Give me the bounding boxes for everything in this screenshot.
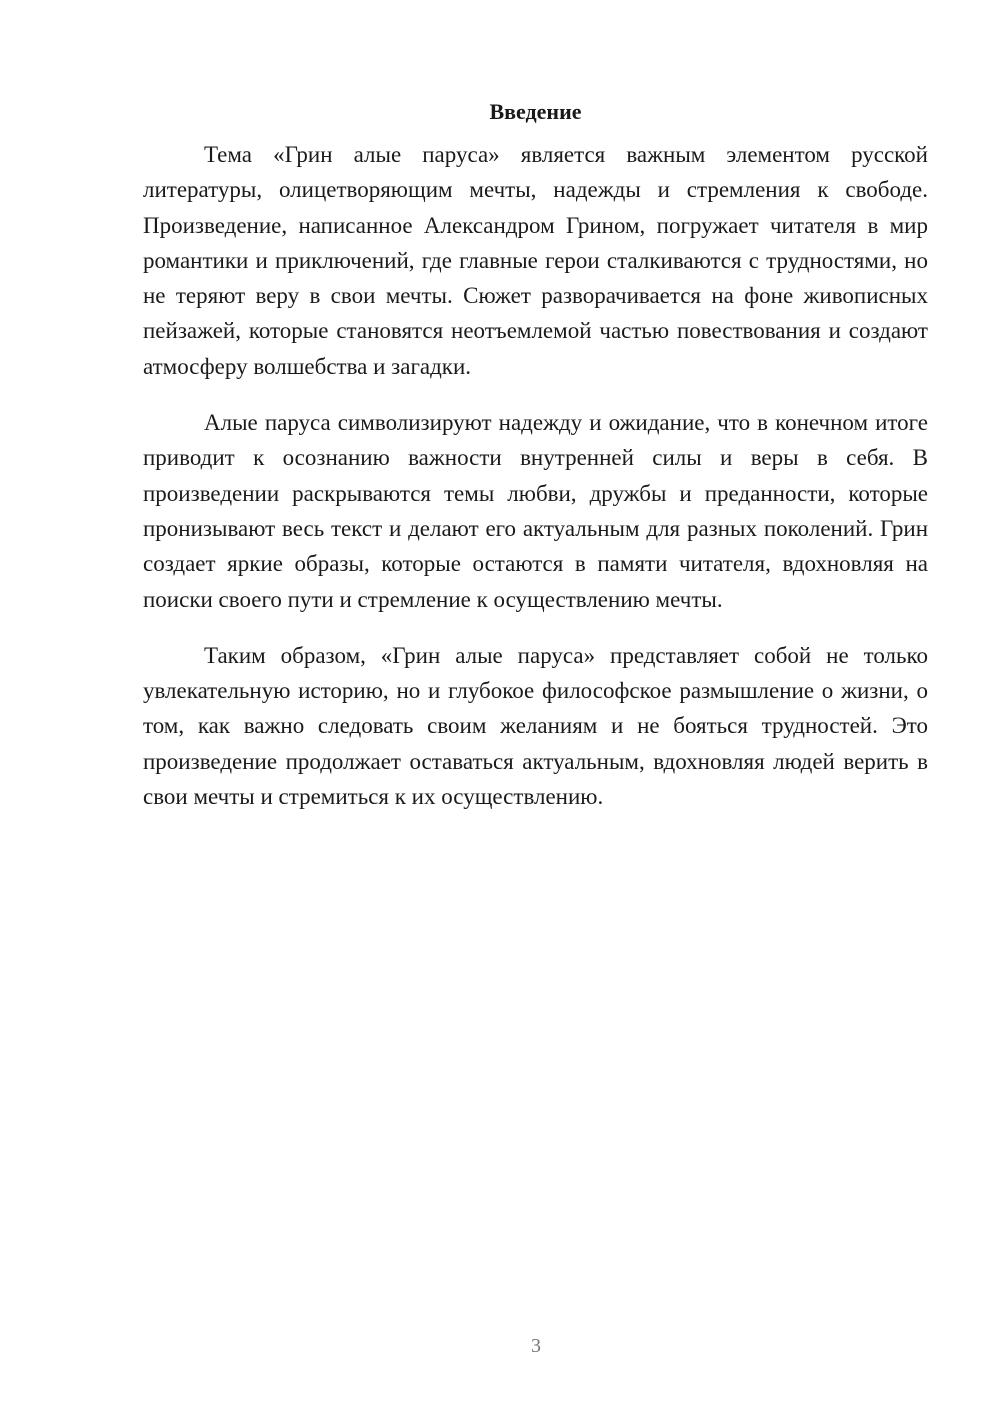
paragraph-1: Тема «Грин алые паруса» является важным элементом русской литературы, олицетворяющим мечты, надежды и стремления к свободе. Произведение, написанное Александром Грином, погружает читателя в мир романтики и приключений, где главные герои сталкиваются с трудностями, но не теряют веру в свои мечты. Сюжет разворачивается на фоне живописных пейзажей, которые становятся неотъемлемой частью повествования и создают атмосферу волшебства и загадки. [143,142,928,379]
paragraph-2: Алые паруса символизируют надежду и ожидание, что в конечном итоге приводит к осознанию важности внутренней силы и веры в себя. В произведении раскрываются темы любви, дружбы и преданности, которые пронизывают весь текст и делают его актуальным для разных поколений. Грин создает яркие образы, которые остаются в памяти читателя, вдохновляя на поиски своего пути и стремление к осуществлению мечты. [143,410,928,612]
paragraph-3: Таким образом, «Грин алые паруса» представляет собой не только увлекательную историю, но и глубокое философское размышление о жизни, о том, как важно следовать своим желаниям и не бояться трудностей. Это произведение продолжает оставаться актуальным, вдохновляя людей верить в свои мечты и стремиться к их осуществлению. [143,642,928,810]
section-heading: Введение [489,99,582,124]
page-content [143,97,928,835]
page-number: 3 [531,1335,541,1357]
